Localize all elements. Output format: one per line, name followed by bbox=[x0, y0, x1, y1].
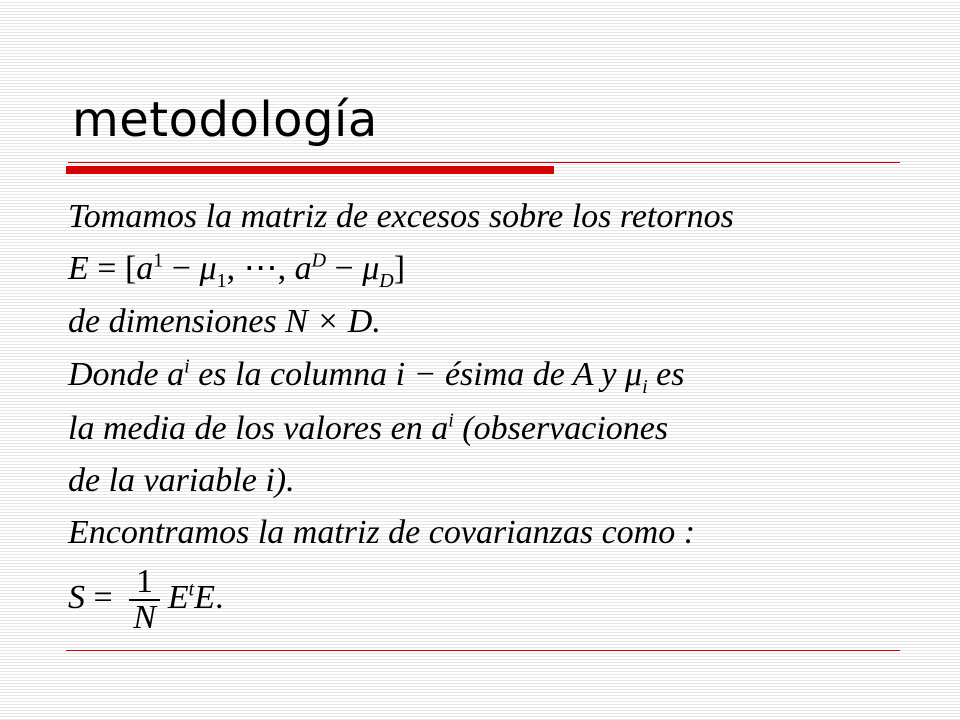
line-5-pre: la media de los valores en a bbox=[68, 410, 449, 447]
math-line-3 bbox=[68, 305, 381, 339]
title-rule-thin bbox=[68, 162, 900, 163]
left-bracket: [ bbox=[124, 250, 137, 287]
line-6-text: de la variable i). bbox=[68, 462, 295, 499]
comma-1: , bbox=[226, 250, 244, 287]
symbol-a: a bbox=[136, 250, 154, 287]
minus-1: − bbox=[163, 250, 200, 287]
symbol-a-2: a bbox=[294, 250, 312, 287]
math-line-6 bbox=[68, 464, 295, 498]
line-4-pre: Donde a bbox=[68, 356, 185, 393]
symbol-mu-2: μ bbox=[362, 250, 380, 287]
math-line-8 bbox=[68, 565, 224, 635]
symbol-E: E bbox=[68, 250, 89, 287]
subscript-1: 1 bbox=[216, 269, 227, 292]
subscript-D: D bbox=[379, 269, 394, 292]
line-4-mid: es la columna i − ésima de A y bbox=[189, 356, 626, 393]
line-7-text: Encontramos la matriz de covarianzas como : bbox=[68, 514, 696, 551]
minus-2: − bbox=[326, 250, 363, 287]
symbol-mu: μ bbox=[199, 250, 217, 287]
bottom-rule bbox=[66, 650, 900, 651]
fraction bbox=[129, 565, 160, 635]
math-line-5 bbox=[68, 409, 669, 447]
fraction-denominator: N bbox=[133, 599, 156, 636]
equals-sign: = bbox=[97, 250, 117, 287]
superscript-i: i bbox=[184, 355, 190, 378]
symbol-S: S bbox=[68, 578, 85, 616]
ellipsis: ⋯ bbox=[243, 250, 278, 287]
superscript-i-2: i bbox=[448, 409, 454, 432]
period: . bbox=[215, 578, 224, 616]
line-1-text: Tomamos la matriz de excesos sobre los retornos bbox=[68, 198, 734, 235]
math-line-2 bbox=[68, 249, 406, 292]
line-4-post: es bbox=[647, 356, 685, 393]
line-5-post: (observaciones bbox=[453, 410, 669, 447]
symbol-E-2: E bbox=[194, 578, 215, 616]
symbol-E-t: E bbox=[167, 578, 189, 616]
subscript-i: i bbox=[642, 375, 648, 398]
line-3-text: de dimensiones N × D. bbox=[68, 303, 381, 340]
comma-2: , bbox=[277, 250, 295, 287]
title-rule-thick bbox=[66, 166, 554, 174]
math-line-1 bbox=[68, 200, 734, 234]
superscript-t: t bbox=[188, 578, 195, 601]
superscript-1: 1 bbox=[153, 249, 164, 272]
equals-sign-2: = bbox=[85, 578, 122, 616]
symbol-mu-i: μ bbox=[625, 356, 643, 393]
math-line-7 bbox=[68, 516, 695, 550]
slide-title: metodología bbox=[72, 92, 378, 148]
fraction-numerator: 1 bbox=[129, 565, 160, 601]
right-bracket: ] bbox=[393, 250, 406, 287]
superscript-D: D bbox=[311, 249, 327, 272]
math-line-4 bbox=[68, 355, 685, 398]
